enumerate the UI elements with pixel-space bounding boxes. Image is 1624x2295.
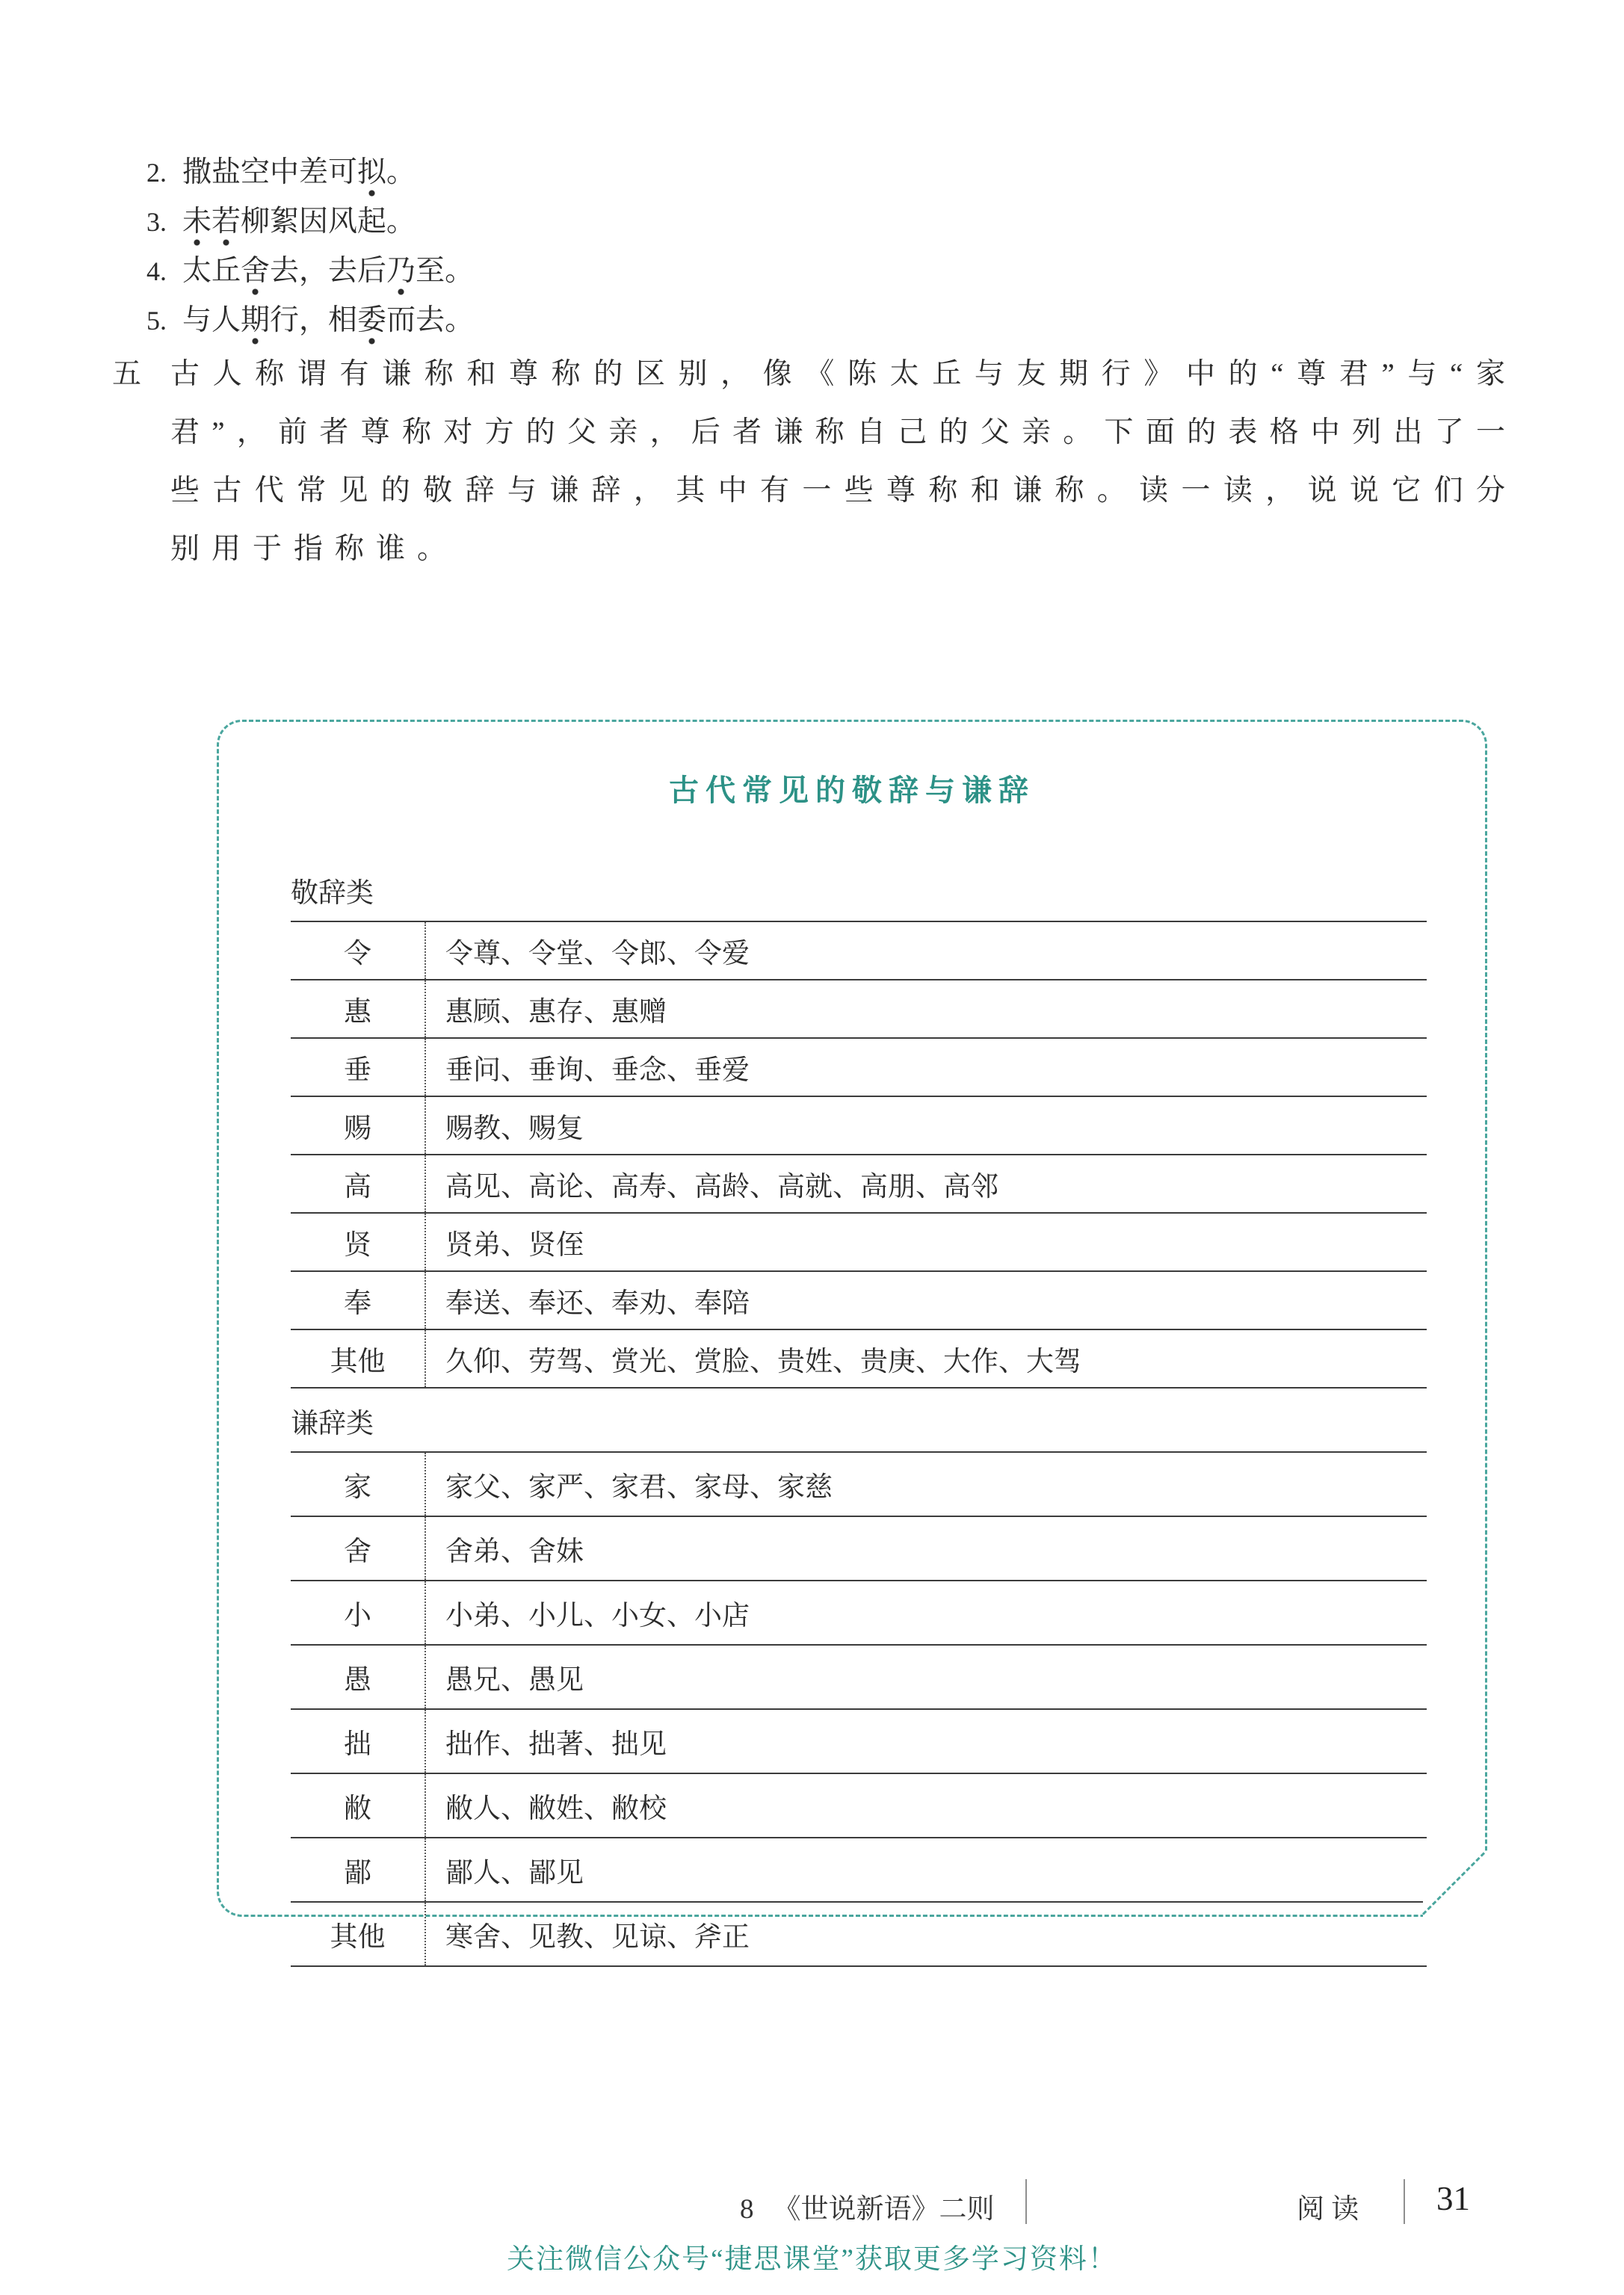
footer-lesson-title: 《世说新语》二则 — [773, 2194, 995, 2225]
humble-terms-heading: 谦辞类 — [291, 1409, 374, 1439]
term-cell: 小 — [291, 1581, 425, 1645]
table-row — [291, 1271, 1427, 1329]
table-row — [291, 1838, 1427, 1902]
term-cell: 鄙 — [291, 1838, 425, 1902]
footer-section-label: 阅 读 — [1297, 2194, 1359, 2225]
examples-cell: 久仰、劳驾、赏光、赏脸、贵姓、贵庚、大作、大驾 — [425, 1329, 1427, 1388]
footer-lesson — [740, 2186, 995, 2226]
plain-text: 太丘 — [182, 255, 241, 287]
exercise-five — [112, 345, 1517, 578]
examples-cell: 赐教、赐复 — [425, 1096, 1427, 1155]
term-cell: 垂 — [291, 1038, 425, 1096]
list-item — [146, 296, 474, 345]
term-cell: 拙 — [291, 1709, 425, 1773]
plain-text: 去，去后 — [270, 255, 387, 287]
examples-cell: 拙作、拙著、拙见 — [425, 1709, 1427, 1773]
list-item-number: 4. — [146, 256, 167, 286]
plain-text: 而去。 — [386, 304, 475, 336]
term-cell: 家 — [291, 1452, 425, 1516]
list-item-text — [182, 296, 474, 345]
term-cell: 惠 — [291, 980, 425, 1038]
table-row — [291, 1902, 1427, 1966]
examples-cell: 小弟、小儿、小女、小店 — [425, 1581, 1427, 1645]
examples-cell: 家父、家严、家君、家母、家慈 — [425, 1452, 1427, 1516]
term-cell: 奉 — [291, 1271, 425, 1329]
table-row — [291, 1516, 1427, 1581]
plain-text: 与人 — [182, 304, 241, 336]
emphasized-text: 期 — [241, 304, 270, 345]
table-row — [291, 1096, 1427, 1155]
box-title: 古代常见的敬辞与谦辞 — [669, 773, 1035, 807]
table-row — [291, 980, 1427, 1038]
list-item-number: 5. — [146, 306, 167, 336]
table-row — [291, 921, 1427, 980]
table-row — [291, 1155, 1427, 1213]
examples-cell: 鄙人、鄙见 — [425, 1838, 1427, 1902]
examples-cell: 奉送、奉还、奉劝、奉陪 — [425, 1271, 1427, 1329]
table-row — [291, 1645, 1427, 1709]
table-row — [291, 1773, 1427, 1838]
examples-cell: 愚兄、愚见 — [425, 1645, 1427, 1709]
examples-cell: 敝人、敝姓、敝校 — [425, 1773, 1427, 1838]
list-item-text — [182, 148, 416, 197]
plain-text: 行，相 — [270, 304, 358, 336]
table-row — [291, 1213, 1427, 1271]
emphasized-text: 乃 — [386, 255, 416, 296]
term-cell: 高 — [291, 1155, 425, 1213]
exercise-text: 古人称谓有谦称和尊称的区别，像《陈太丘与友期行》中的“尊君”与“家君”，前者尊称对方的父亲，后者谦称自己的父亲。下面的表格中列出了一些古代常见的敬辞与谦辞，其中有一些尊称和谦称。读一读，说说它们分别用于指称谁。 — [170, 358, 1517, 565]
list-item — [146, 197, 474, 247]
term-cell: 舍 — [291, 1516, 425, 1581]
term-cell: 贤 — [291, 1213, 425, 1271]
table-row — [291, 1581, 1427, 1645]
sentence-list — [146, 148, 474, 345]
list-item — [146, 148, 474, 197]
plain-text: 撒盐空中差可 — [182, 156, 358, 188]
list-item-number: 3. — [146, 207, 167, 237]
term-cell: 赐 — [291, 1096, 425, 1155]
terms-box — [217, 720, 1487, 1953]
list-item-text — [182, 247, 474, 296]
promo-text: 关注微信公众号“捷思课堂”获取更多学习资料！ — [507, 2244, 1117, 2275]
emphasized-text: 委 — [357, 304, 386, 345]
examples-cell: 高见、高论、高寿、高龄、高就、高朋、高邻 — [425, 1155, 1427, 1213]
list-item — [146, 247, 474, 296]
term-cell: 敝 — [291, 1773, 425, 1838]
table-row — [291, 1709, 1427, 1773]
plain-text: 至。 — [416, 255, 475, 287]
honorifics-table — [291, 921, 1427, 1389]
term-cell: 令 — [291, 921, 425, 980]
term-cell: 其他 — [291, 1329, 425, 1388]
page-number: 31 — [1436, 2180, 1470, 2217]
exercise-number: 五 — [112, 358, 142, 390]
honorifics-heading: 敬辞类 — [291, 878, 374, 909]
examples-cell: 惠顾、惠存、惠赠 — [425, 980, 1427, 1038]
examples-cell: 令尊、令堂、令郎、令爱 — [425, 921, 1427, 980]
emphasized-text: 舍 — [241, 255, 270, 296]
humble-terms-table — [291, 1451, 1427, 1967]
corner-fold-mask — [1423, 1853, 1489, 1918]
table-row — [291, 1329, 1427, 1388]
examples-cell: 舍弟、舍妹 — [425, 1516, 1427, 1581]
footer-divider — [1404, 2179, 1405, 2224]
examples-cell: 贤弟、贤侄 — [425, 1213, 1427, 1271]
table-row — [291, 1038, 1427, 1096]
emphasized-text: 拟 — [357, 156, 386, 197]
emphasized-text: 未若 — [182, 206, 241, 247]
examples-cell: 垂问、垂询、垂念、垂爱 — [425, 1038, 1427, 1096]
footer-divider — [1025, 2179, 1027, 2224]
plain-text: 柳絮因风起。 — [241, 206, 416, 238]
examples-cell: 寒舍、见教、见谅、斧正 — [425, 1902, 1427, 1966]
table-row — [291, 1452, 1427, 1516]
list-item-text — [182, 197, 416, 247]
list-item-number: 2. — [146, 158, 167, 188]
plain-text: 。 — [386, 156, 416, 188]
term-cell: 愚 — [291, 1645, 425, 1709]
term-cell: 其他 — [291, 1902, 425, 1966]
footer-lesson-number: 8 — [740, 2194, 754, 2225]
